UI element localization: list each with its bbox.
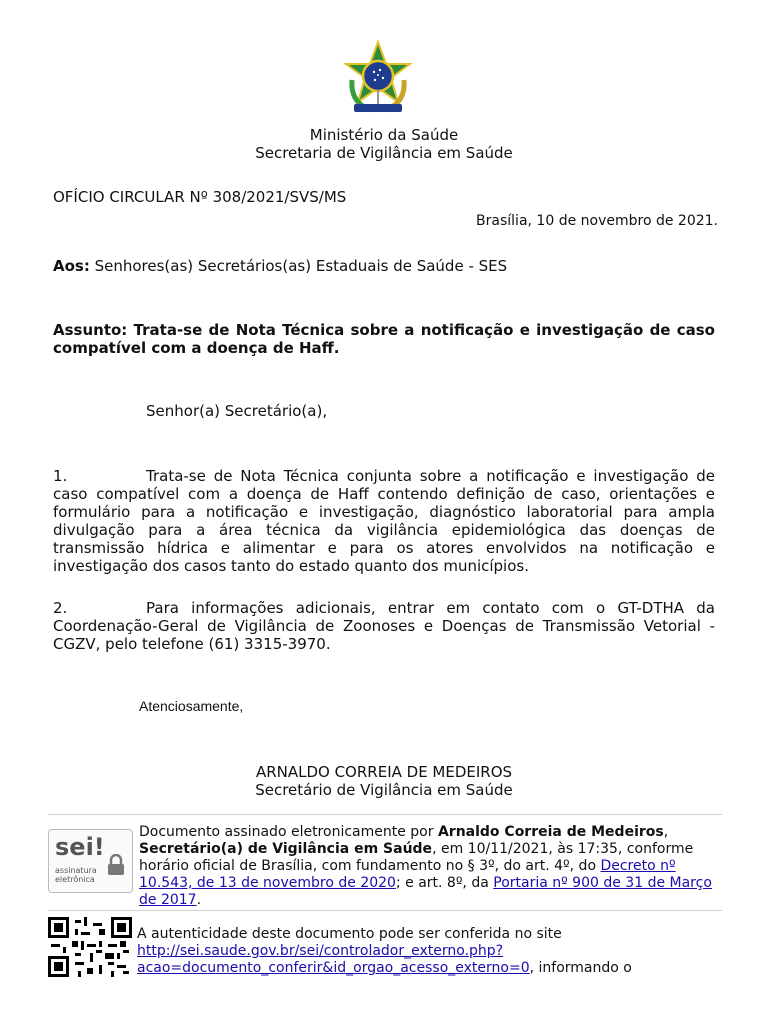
recipients-label: Aos: xyxy=(53,257,90,275)
signature-signer: Arnaldo Correia de Medeiros xyxy=(437,824,664,840)
coat-of-arms-emblem xyxy=(340,40,416,118)
recipients-line xyxy=(53,257,507,275)
ministry-name: Ministério da Saúde xyxy=(309,126,459,144)
divider xyxy=(48,910,722,911)
recipients-value: Senhores(as) Secretários(as) Estaduais de Saúde - SES xyxy=(89,257,508,275)
verification-link[interactable]: http://sei.saude.gov.br/sei/controlador_externo.php? xyxy=(137,943,504,959)
secretariat-name: Secretaria de Vigilância em Saúde xyxy=(255,144,513,162)
padlock-icon xyxy=(107,854,125,876)
signature-text-part: Documento assinado eletronicamente por xyxy=(139,824,438,840)
signature-text-part: , em 10/11/2021, às 17:35, conforme horário oficial de Brasília, com fundamento no § 3º, do art. 4º, do xyxy=(139,841,694,874)
document-number: OFÍCIO CIRCULAR Nº 308/2021/SVS/MS xyxy=(53,188,347,206)
qr-code-icon xyxy=(48,917,132,977)
verification-link-continued[interactable]: acao=documento_conferir&id_orgao_acesso_externo=0 xyxy=(137,960,530,976)
paragraph-text: Para informações adicionais, entrar em contato com o GT-DTHA da Coordenação-Geral de Vigilância de Zoonoses e Doenças de Transmissão Vetorial - CGZV, pelo telefone (61) 3315-3970. xyxy=(53,599,715,653)
paragraph-number: 2. xyxy=(53,599,68,617)
subject: Assunto: Trata-se de Nota Técnica sobre a notificação e investigação de caso compatível com a doença de Haff. xyxy=(53,321,715,357)
signature-role: Secretário(a) de Vigilância em Saúde xyxy=(139,841,433,857)
signature-text-part: ; e art. 8º, da xyxy=(395,875,494,891)
sei-seal-caption-1: assinatura xyxy=(55,866,97,875)
paragraph-2 xyxy=(53,599,715,653)
verification-intro: A autenticidade deste documento pode ser conferida no site xyxy=(137,926,562,942)
sei-seal xyxy=(48,829,133,893)
ordinance-link[interactable]: Portaria nº 900 de 31 de Março de 2017 xyxy=(139,875,712,908)
paragraph-number: 1. xyxy=(53,467,68,485)
signature-text xyxy=(139,824,723,909)
sei-seal-caption-2: eletrônica xyxy=(55,875,95,884)
signer-title: Secretário de Vigilância em Saúde xyxy=(255,781,513,799)
sei-logo-text: sei! xyxy=(55,833,105,861)
signer-name: ARNALDO CORREIA DE MEDEIROS xyxy=(255,763,513,781)
salutation: Senhor(a) Secretário(a), xyxy=(146,402,328,420)
paragraph-text: Trata-se de Nota Técnica conjunta sobre a notificação e investigação de caso compatível com a doença de Haff contendo definição de caso, orientações e formulário para a notificação e investigação, diagnóstico laboratorial para ampla divulgação para a área técnica da vigilância epidemiológica das doenças de transmissão hídrica e alimentar e para os atores envolvidos na notificação e investigação dos casos tanto do estado quanto dos municípios. xyxy=(53,467,715,575)
decree-link[interactable]: Decreto nº 10.543, de 13 de novembro de 2020 xyxy=(139,858,676,891)
place-date: Brasília, 10 de novembro de 2021. xyxy=(476,213,718,229)
signature-text-part: . xyxy=(196,892,202,908)
verification-text xyxy=(137,926,727,977)
paragraph-1 xyxy=(53,467,715,575)
closing: Atenciosamente, xyxy=(139,698,244,714)
divider xyxy=(48,814,722,815)
signature-text-part: , xyxy=(663,824,669,840)
verification-text-part: , informando o xyxy=(529,960,632,976)
